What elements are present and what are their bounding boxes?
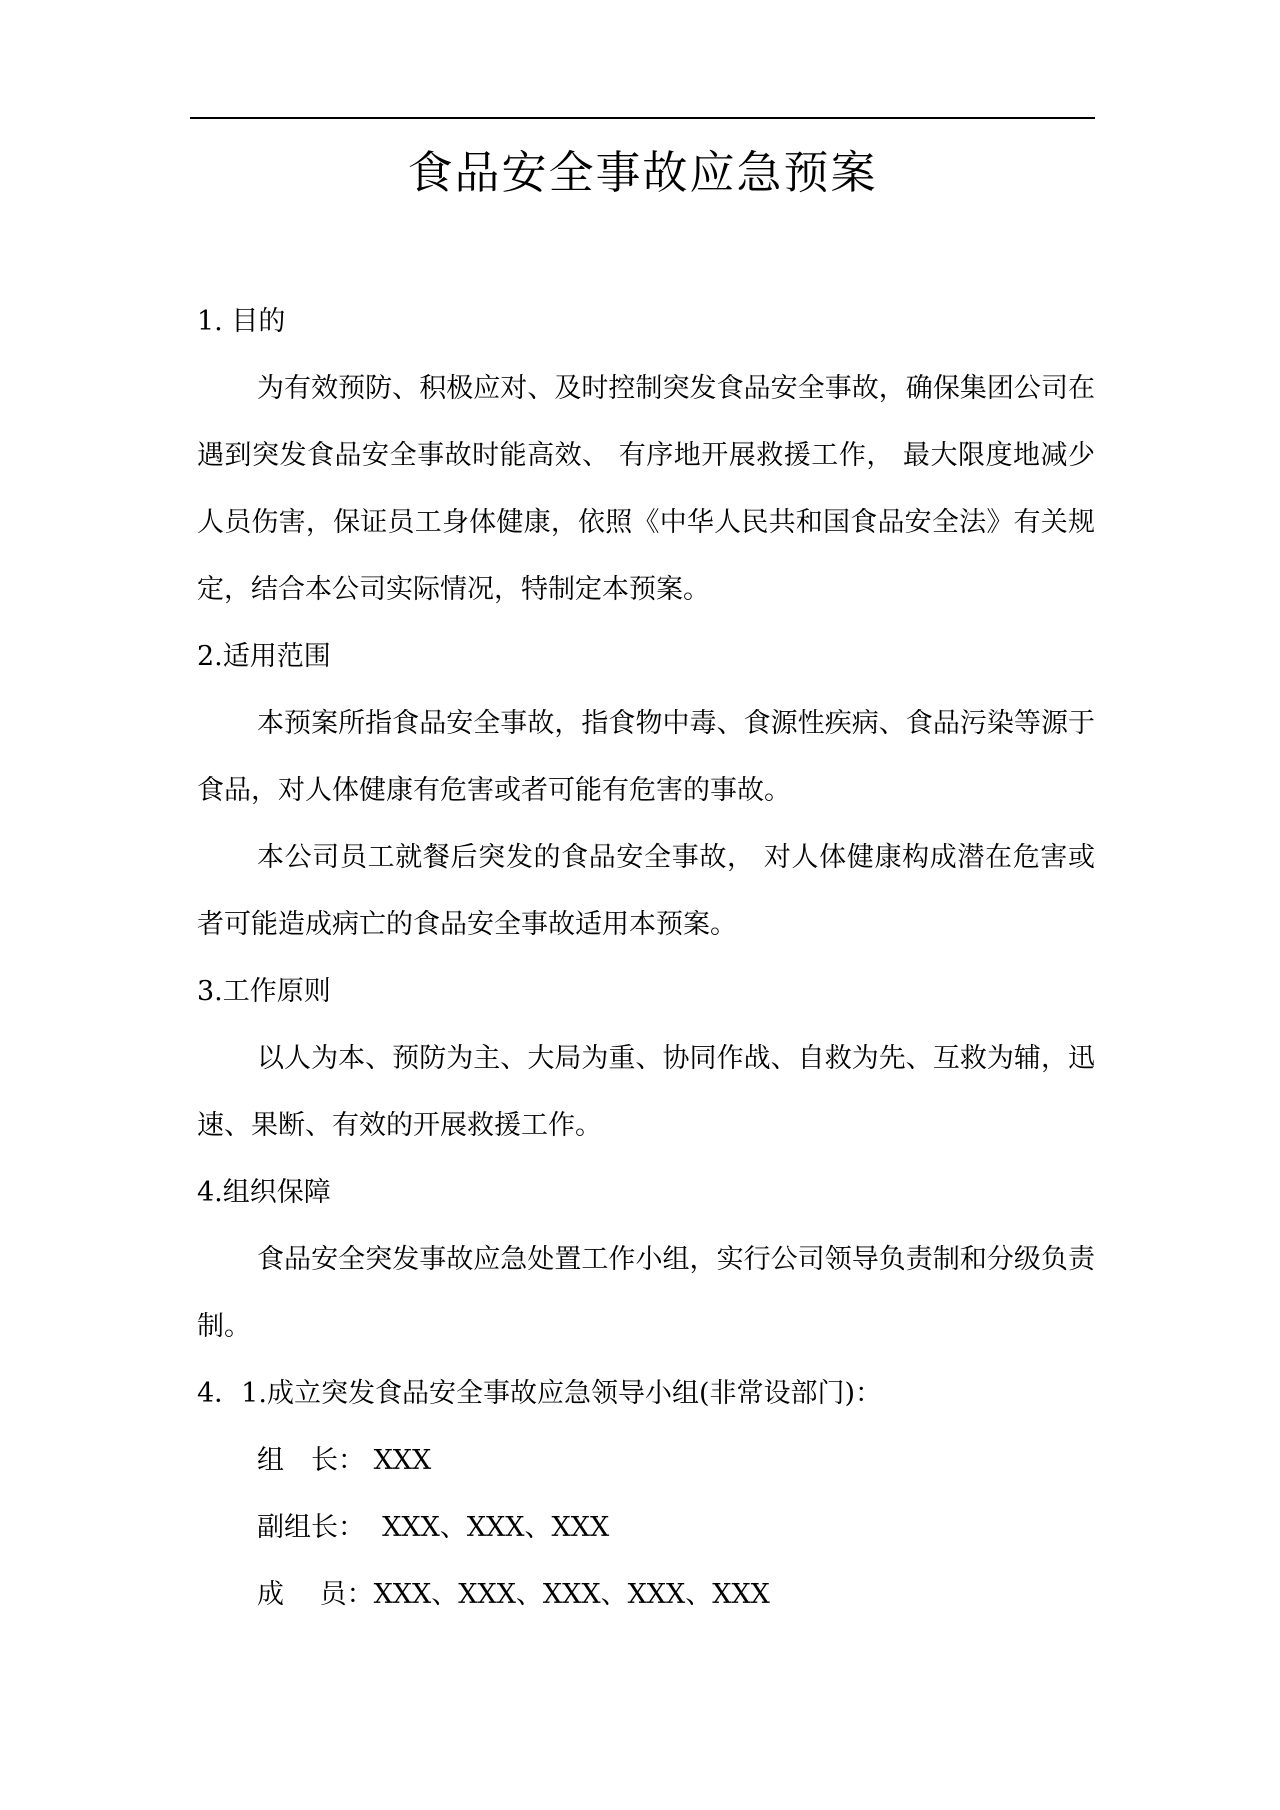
- section-heading-organization: 4.组织保障: [197, 1177, 331, 1208]
- document-title: 食品安全事故应急预案: [407, 146, 878, 199]
- deputy-leader-line: 副组长： XXX、XXX、XXX: [257, 1512, 610, 1543]
- document-body: [197, 288, 1095, 1628]
- section-heading-purpose: 1. 目的: [197, 306, 286, 337]
- section-heading-scope: 2.适用范围: [197, 641, 331, 672]
- subsection-heading-leadership-group: 4．1.成立突发食品安全事故应急领导小组(非常设部门)：: [197, 1378, 883, 1409]
- section-heading-principles: 3.工作原则: [197, 976, 331, 1007]
- group-leader-line: 组 长： XXX: [257, 1445, 432, 1476]
- principles-paragraph: 以人为本、预防为主、大局为重、协同作战、自救为先、互救为辅，迅速、果断、有效的开展救援工作。: [197, 1043, 1095, 1141]
- scope-paragraph-2: 本公司员工就餐后突发的食品安全事故， 对人体健康构成潜在危害或者可能造成病亡的食品安全事故适用本预案。: [197, 842, 1095, 940]
- organization-paragraph: 食品安全突发事故应急处置工作小组，实行公司领导负责制和分级负责制。: [197, 1244, 1095, 1342]
- scope-paragraph-1: 本预案所指食品安全事故，指食物中毒、食源性疾病、食品污染等源于食品，对人体健康有危害或者可能有危害的事故。: [197, 708, 1095, 806]
- purpose-paragraph: 为有效预防、积极应对、及时控制突发食品安全事故，确保集团公司在遇到突发食品安全事故时能高效、 有序地开展救援工作， 最大限度地减少人员伤害，保证员工身体健康，依照《中华人民共和国食品安全法》有关规定，结合本公司实际情况，特制定本预案。: [197, 373, 1095, 605]
- header-rule: [190, 117, 1095, 119]
- members-line: 成 员：XXX、XXX、XXX、XXX、XXX: [257, 1579, 770, 1610]
